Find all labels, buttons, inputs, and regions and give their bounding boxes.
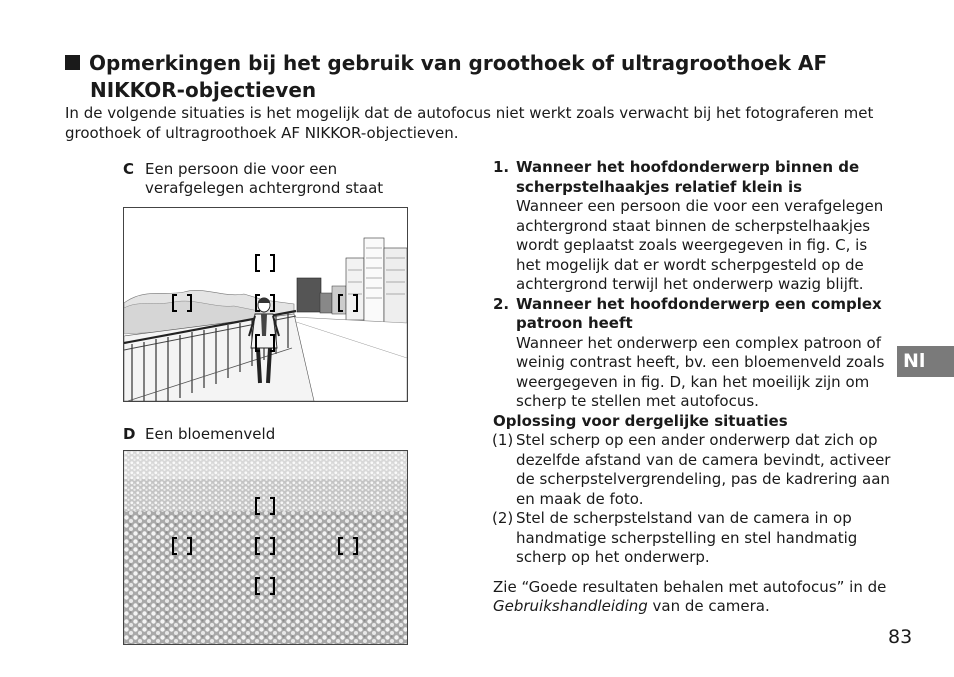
heading-line-1: Opmerkingen bij het gebruik van groothoek of ultragroothoek AF	[89, 51, 828, 75]
page-number: 83	[888, 626, 913, 648]
heading-line-2: NIKKOR-objectieven	[90, 78, 317, 102]
solution-step	[493, 509, 893, 568]
item-body: Wanneer het onderwerp een complex patroon of weinig contrast heeft, bv. een bloemenveld zoals weergegeven in fig. D, kan het moeilijk zijn om scherp te stellen met autofocus.	[516, 333, 885, 410]
focus-bracket-left	[172, 537, 192, 555]
figure-d-caption-text: Een bloemenveld	[145, 425, 276, 443]
focus-bracket-right	[338, 537, 358, 555]
item-number: 1.	[493, 158, 510, 176]
explanation-column	[493, 158, 893, 617]
reference-text-end: van de camera.	[647, 597, 770, 615]
figure-c-caption-line2: verafgelegen achtergrond staat	[145, 179, 384, 197]
focus-bracket-top	[255, 497, 275, 515]
focus-bracket-right	[338, 294, 358, 312]
figure-c-caption-line1: Een persoon die voor een	[145, 160, 338, 178]
figure-c-letter: C	[123, 160, 135, 178]
list-item	[493, 158, 893, 295]
focus-bracket-top	[255, 254, 275, 272]
solution-heading: Oplossing voor dergelijke situaties	[493, 411, 788, 430]
step-text: Stel de scherpstelstand van de camera in op handmatige scherpstelling en stel handmatig scherp op het onderwerp.	[516, 509, 858, 566]
item-body: Wanneer een persoon die voor een verafgelegen achtergrond staat binnen de scherpstelhaakjes wordt geplaatst zoals weergegeven in fig. C, is het mogelijk dat er wordt scherpgesteld op de achtergrond terwijl het onderwerp wazig blijft.	[516, 197, 884, 293]
figure-d-caption	[123, 425, 423, 444]
figure-c-photo	[123, 207, 408, 402]
step-number: (2)	[492, 509, 514, 527]
figure-d-photo	[123, 450, 408, 645]
focus-bracket-center	[255, 537, 275, 555]
figure-c-caption	[123, 160, 423, 198]
language-tab: Nl	[897, 346, 954, 377]
focus-bracket-left	[172, 294, 192, 312]
intro-paragraph: In de volgende situaties is het mogelijk dat de autofocus niet werkt zoals verwacht bij het fotograferen met groothoek of ultragroothoek AF NIKKOR-objectieven.	[65, 104, 874, 142]
step-number: (1)	[492, 431, 514, 449]
solution-step	[493, 431, 893, 509]
item-number: 2.	[493, 294, 510, 313]
square-bullet-icon	[65, 55, 80, 70]
manual-reference	[493, 578, 893, 617]
figure-d-letter: D	[123, 425, 136, 443]
focus-bracket-center	[255, 294, 275, 312]
section-heading	[65, 50, 865, 104]
manual-title: Gebruikshandleiding	[493, 597, 648, 615]
item-title: Wanneer het hoofdonderwerp een complex patroon heeft	[516, 294, 882, 332]
step-text: Stel scherp op een ander onderwerp dat zich op dezelfde afstand van de camera bevindt, activeer de scherpstelvergrendeling, pas de kadrering aan en maak de foto.	[516, 431, 891, 508]
focus-bracket-bottom	[255, 577, 275, 595]
focus-bracket-bottom	[255, 334, 275, 352]
list-item	[493, 295, 893, 412]
reference-text: Zie “Goede resultaten behalen met autofocus” in de	[493, 577, 887, 596]
item-title: Wanneer het hoofdonderwerp binnen de scherpstelhaakjes relatief klein is	[516, 158, 860, 196]
